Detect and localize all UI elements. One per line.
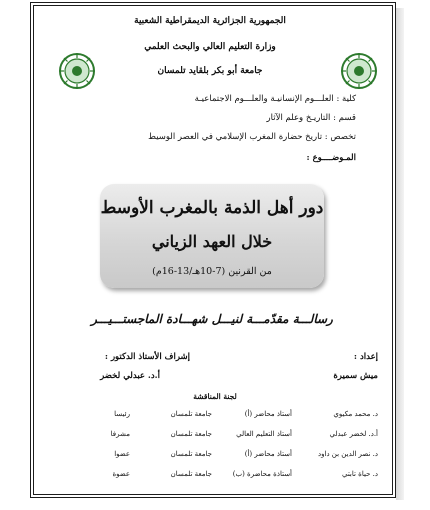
- department-line: قسم : التاريـخ وعلم الآثار: [266, 113, 356, 123]
- jury-member-rank: أستاذ محاضر (أ): [244, 450, 292, 458]
- jury-member-role: مشرفا: [110, 430, 130, 438]
- university-seal-left: [58, 52, 96, 90]
- jury-member-institution: جامعة تلمسان: [170, 410, 212, 418]
- thesis-statement: رسالـــة مقدّمـــة لنيـــل شهـــادة الماجستـــيـــر: [91, 312, 333, 326]
- jury-member-role: رئيسا: [114, 410, 130, 418]
- jury-member-rank: أستاذة محاضرة (ب): [232, 470, 292, 478]
- jury-member-rank: أستاذ محاضر (أ): [244, 410, 292, 418]
- supervisor-label: إشراف الأستاذ الدكتور :: [104, 352, 190, 362]
- subject-label: المـوضــــوع :: [306, 153, 356, 163]
- jury-member-name: أ.د. لخضر عبدلي: [329, 430, 378, 438]
- ministry-title: وزارة التعليم العالي والبحث العلمي: [144, 42, 276, 52]
- jury-member-role: عضوا: [114, 450, 130, 458]
- supervisor-name: أ.د. عبدلي لخضر: [100, 371, 160, 381]
- jury-title: لجنة المناقشة: [193, 392, 237, 401]
- thesis-period: من القرنين (7-10هـ/13-16م): [152, 266, 272, 277]
- jury-member-role: عضوة: [112, 470, 130, 478]
- jury-member-name: د. نصر الدين بن داود: [318, 450, 378, 458]
- page-shadow: [396, 8, 404, 500]
- prepared-label: إعداد :: [353, 352, 378, 362]
- prepared-name: ميش سميرة: [333, 371, 378, 381]
- jury-member-name: د. حياة تابتي: [341, 470, 378, 478]
- jury-member-institution: جامعة تلمسان: [170, 450, 212, 458]
- republic-title: الجمهورية الجزائرية الديمقراطية الشعبية: [134, 16, 286, 26]
- university-name: جامعة أبو بكر بلقايد تلمسان: [157, 66, 263, 76]
- jury-member-rank: أستاذ التعليم العالي: [236, 430, 292, 438]
- jury-member-name: د. محمد مكيوي: [333, 410, 378, 418]
- specialty-line: تخصص : تاريخ حضارة المغرب الإسلامي في العصر الوسيط: [148, 132, 356, 142]
- thesis-title-line2: خلال العهد الزياني: [151, 232, 273, 251]
- thesis-title-line1: دور أهل الذمة بالمغرب الأوسط: [100, 198, 324, 218]
- jury-member-institution: جامعة تلمسان: [170, 470, 212, 478]
- jury-member-institution: جامعة تلمسان: [170, 430, 212, 438]
- university-seal-right: [340, 52, 378, 90]
- faculty-line: كلية : العلـــوم الإنسانيـة والعلـــوم الاجتماعيـة: [194, 94, 356, 104]
